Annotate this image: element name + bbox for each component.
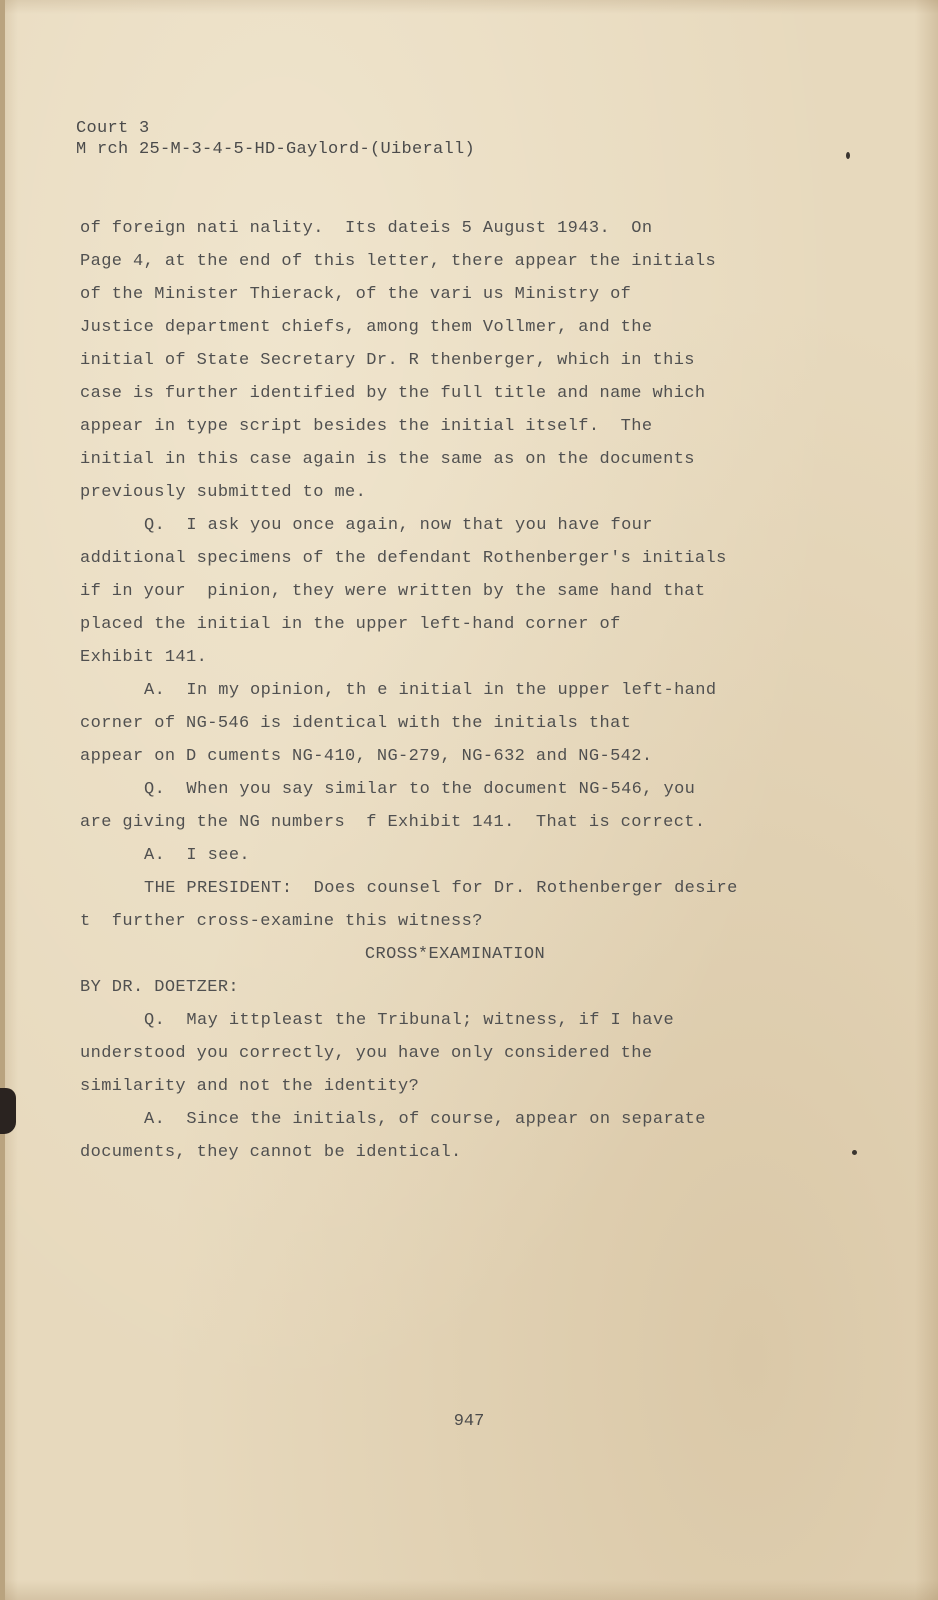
transcript-line: initial in this case again is the same as on the documents bbox=[80, 450, 695, 469]
transcript-line: t further cross-examine this witness? bbox=[80, 912, 483, 931]
transcript-line: documents, they cannot be identical. bbox=[80, 1143, 462, 1162]
session-code: M rch 25-M-3-4-5-HD-Gaylord-(Uiberall) bbox=[76, 140, 476, 159]
court-label: Court 3 bbox=[76, 119, 150, 138]
transcript-header bbox=[76, 118, 475, 160]
transcript-line: corner of NG-546 is identical with the initials that bbox=[80, 714, 632, 733]
transcript-line: BY DR. DOETZER: bbox=[80, 978, 240, 997]
transcript-line: A. Since the initials, of course, appear on separate bbox=[144, 1110, 706, 1129]
transcript-line: A. I see. bbox=[144, 846, 251, 865]
transcript-line: if in your pinion, they were written by the same hand that bbox=[80, 582, 706, 601]
page-number: 947 bbox=[453, 1412, 485, 1431]
transcript-line: appear on D cuments NG-410, NG-279, NG-632 and NG-542. bbox=[80, 747, 653, 766]
transcript-line: previously submitted to me. bbox=[80, 483, 367, 502]
transcript-line: THE PRESIDENT: Does counsel for Dr. Rothenberger desire bbox=[144, 879, 738, 898]
transcript-line: Q. May ittpleast the Tribunal; witness, if I have bbox=[144, 1011, 675, 1030]
binder-punch-hole bbox=[0, 1088, 16, 1134]
transcript-line: initial of State Secretary Dr. R thenberger, which in this bbox=[80, 351, 695, 370]
ink-speck bbox=[846, 152, 850, 159]
transcript-line: placed the initial in the upper left-hand corner of bbox=[80, 615, 621, 634]
section-heading: CROSS*EXAMINATION bbox=[364, 945, 546, 964]
transcript-line: Page 4, at the end of this letter, there appear the initials bbox=[80, 252, 717, 271]
transcript-line: Exhibit 141. bbox=[80, 648, 208, 667]
transcript-line: similarity and not the identity? bbox=[80, 1077, 420, 1096]
transcript-line: Q. When you say similar to the document NG-546, you bbox=[144, 780, 696, 799]
transcript-line: Justice department chiefs, among them Vollmer, and the bbox=[80, 318, 653, 337]
page-left-edge bbox=[0, 0, 5, 1600]
transcript-line: of the Minister Thierack, of the vari us Ministry of bbox=[80, 285, 632, 304]
transcript-line: additional specimens of the defendant Rothenberger's initials bbox=[80, 549, 727, 568]
transcript-line: Q. I ask you once again, now that you have four bbox=[144, 516, 653, 535]
transcript-line: are giving the NG numbers f Exhibit 141. That is correct. bbox=[80, 813, 706, 832]
transcript-line: appear in type script besides the initial itself. The bbox=[80, 417, 653, 436]
transcript-body bbox=[80, 212, 870, 1169]
transcript-line: A. In my opinion, th e initial in the upper left-hand bbox=[144, 681, 717, 700]
transcript-line: understood you correctly, you have only considered the bbox=[80, 1044, 653, 1063]
transcript-line: case is further identified by the full title and name which bbox=[80, 384, 706, 403]
transcript-line: of foreign nati nality. Its dateis 5 August 1943. On bbox=[80, 219, 653, 238]
